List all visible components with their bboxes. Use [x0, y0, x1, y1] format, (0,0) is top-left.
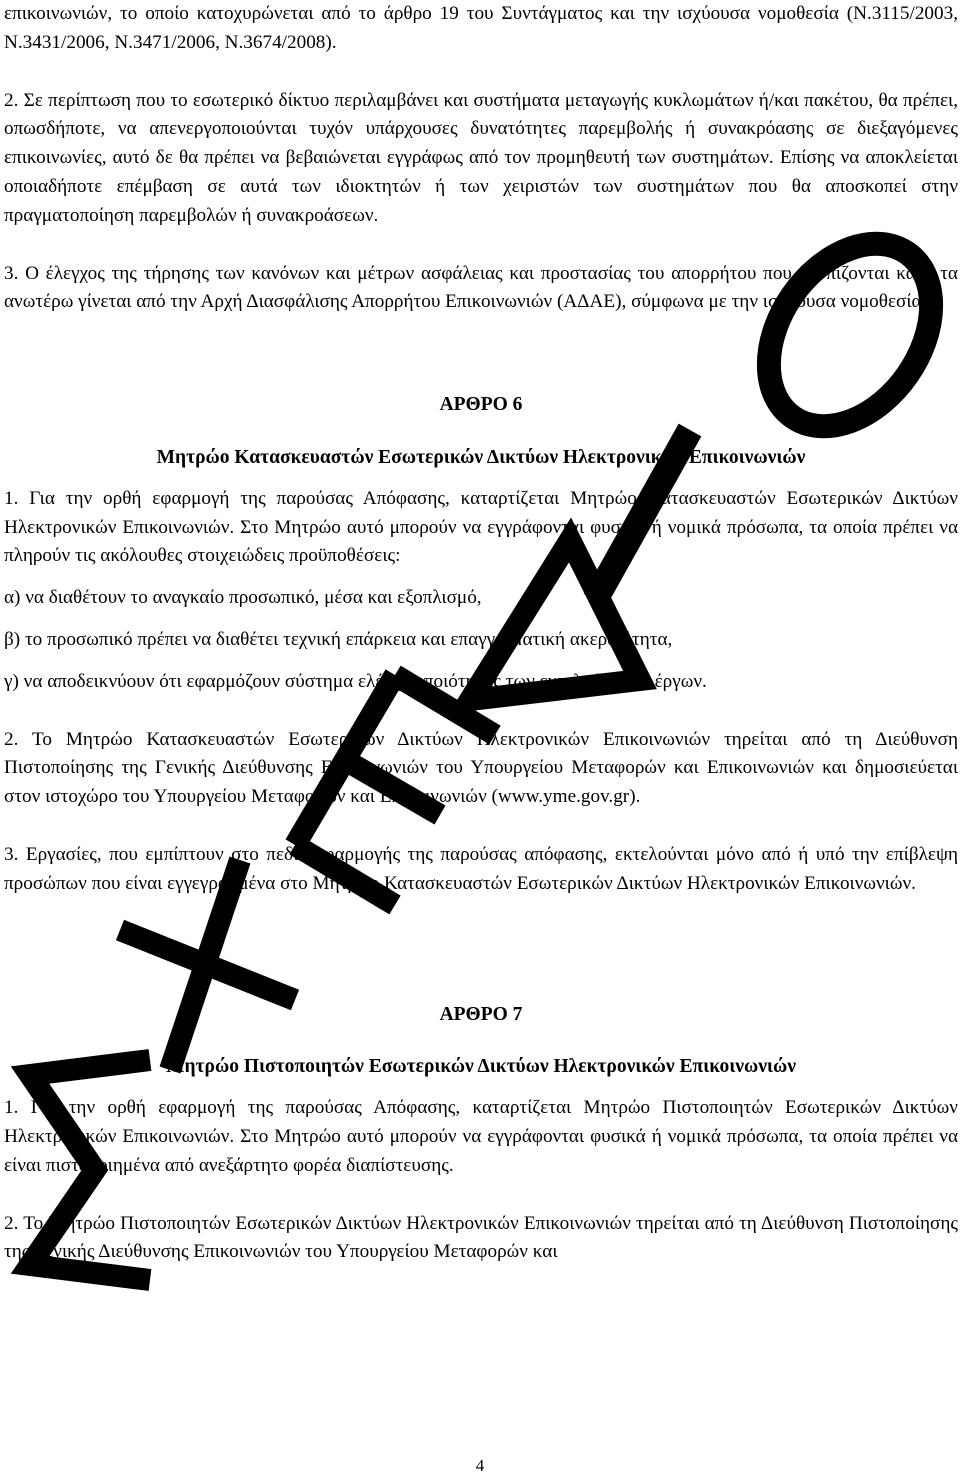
paragraph-3: 3. Ο έλεγχος της τήρησης των κανόνων και μέτρων ασφάλειας και προστασίας του απορρήτου που θεσπίζονται κατά τα ανωτέρω γίνεται από την Αρχή Διασφάλισης Απορρήτου Επικοινωνιών (ΑΔΑΕ), σύμφωνα με την ισχύουσα νομοθεσία. — [4, 262, 958, 313]
paragraph-continuation: επικοινωνιών, το οποίο κατοχυρώνεται από το άρθρο 19 του Συντάγματος και την ισχύουσα νομοθεσία (Ν.3115/2003, Ν.3431/2006, Ν.3471/2006, Ν.3674/2008). — [4, 3, 958, 53]
article-7-heading: ΑΡΘΡΟ 7 — [439, 1003, 523, 1025]
article-7-paragraph-1: 1. Για την ορθή εφαρμογή της παρούσας Απόφασης, καταρτίζεται Μητρώο Πιστοποιητών Εσωτερικών Δικτύων Ηλεκτρονικών Επικοινωνιών. Στο Μητρώο αυτό μπορούν να εγγράφονται φυσικά ή νομικά πρόσωπα, τα οποία πρέπει να είναι πιστοποιημένα από ανεξάρτητο φορέα διαπίστευσης. — [4, 1097, 958, 1176]
article-6-item-b: β) το προσωπικό πρέπει να διαθέτει τεχνική επάρκεια και επαγγελματική ακεραιότητα, — [4, 628, 673, 650]
article-6-title: Μητρώο Κατασκευαστών Εσωτερικών Δικτύων Ηλεκτρονικών Επικοινωνιών — [156, 446, 806, 468]
page-number: 4 — [475, 1456, 485, 1475]
article-7-title: Μητρώο Πιστοποιητών Εσωτερικών Δικτύων Ηλεκτρονικών Επικοινωνιών — [166, 1056, 796, 1078]
article-7-paragraph-2: 2. Το Μητρώο Πιστοποιητών Εσωτερικών Δικτύων Ηλεκτρονικών Επικοινωνιών τηρείται από τη Διεύθυνση Πιστοποίησης της Γενικής Διεύθυνσης Επικοινωνιών του Υπουργείου Μεταφορών και — [4, 1212, 958, 1263]
document-body — [4, 0, 958, 1267]
article-6-item-c: γ) να αποδεικνύουν ότι εφαρμόζουν σύστημα ελέγχου ποιότητας των εκτελούμενων έργων. — [4, 670, 707, 692]
paragraph-2: 2. Σε περίπτωση που το εσωτερικό δίκτυο περιλαμβάνει και συστήματα μεταγωγής κυκλωμάτων ή/και πακέτου, θα πρέπει, οπωσδήποτε, να απενεργοποιούνται τυχόν υπάρχουσες δυνατότητες παρεμβολής ή συνακρόασης σε διεξαγόμενες επικοινωνίες, αυτό δε θα πρέπει να βεβαιώνεται εγγράφως από τον προμηθευτή των συστημάτων. Επίσης να αποκλείεται οποιαδήποτε επέμβαση σε αυτά των ιδιοκτητών ή των χειριστών των συστημάτων που θα αποσκοπεί στην πραγματοποίηση παρεμβολών ή συνακροάσεων. — [4, 89, 958, 226]
article-6-paragraph-2: 2. Το Μητρώο Κατασκευαστών Εσωτερικών Δικτύων Ηλεκτρονικών Επικοινωνιών τηρείται από τη Διεύθυνση Πιστοποίησης της Γενικής Διεύθυνσης Επικοινωνιών του Υπουργείου Μεταφορών και Επικοινωνιών και δημοσιεύεται στον ιστοχώρο του Υπουργείου Μεταφορών και Επικοινωνιών (www.yme.gov.gr). — [4, 728, 958, 808]
article-6-item-a: α) να διαθέτουν το αναγκαίο προσωπικό, μέσα και εξοπλισμό, — [4, 587, 482, 609]
article-6-paragraph-3: 3. Εργασίες, που εμπίπτουν στο πεδίο εφαρμογής της παρούσας απόφασης, εκτελούνται μόνο από ή υπό την επίβλεψη προσώπων που είναι εγγεγραμμένα στο Μητρώο Κατασκευαστών Εσωτερικών Δικτύων Ηλεκτρονικών Επικοινωνιών. — [4, 843, 958, 894]
article-6-heading: ΑΡΘΡΟ 6 — [439, 394, 523, 416]
article-6-paragraph-1: 1. Για την ορθή εφαρμογή της παρούσας Απόφασης, καταρτίζεται Μητρώο Κατασκευαστών Εσωτερικών Δικτύων Ηλεκτρονικών Επικοινωνιών. Στο Μητρώο αυτό μπορούν να εγγράφονται φυσικά ή νομικά πρόσωπα, τα οποία πρέπει να πληρούν τις ακόλουθες στοιχειώδεις προϋποθέσεις: — [4, 487, 958, 567]
